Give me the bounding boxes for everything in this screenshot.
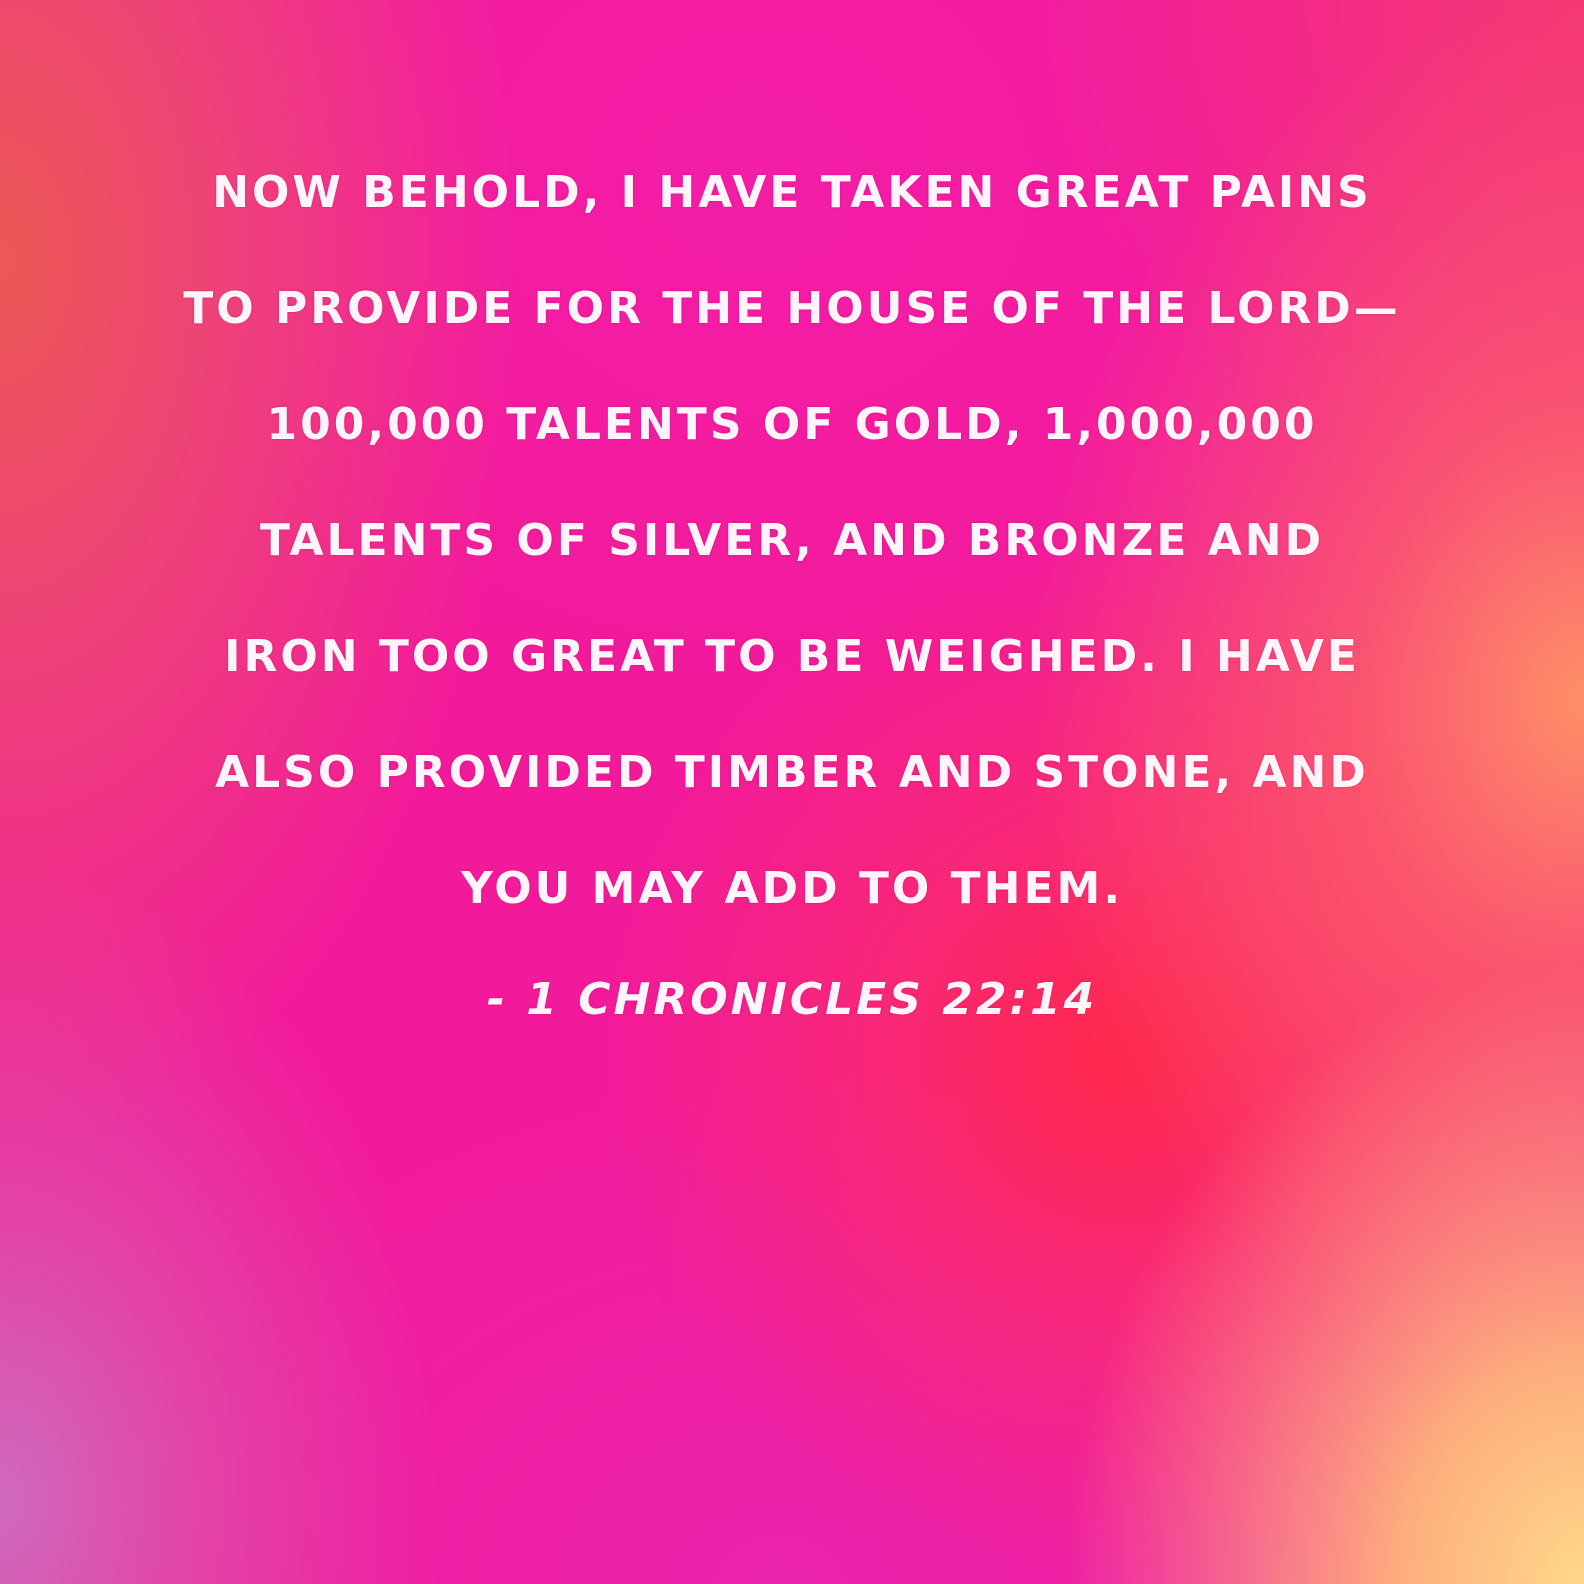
verse-line-1: NOW BEHOLD, I HAVE TAKEN GREAT PAINS [212,167,1372,218]
verse-line-3: 100,000 TALENTS OF GOLD, 1,000,000 [266,399,1318,450]
verse-text [110,135,1474,947]
verse-reference: - 1 CHRONICLES 22:14 [486,974,1098,1025]
verse-line-6: ALSO PROVIDED TIMBER AND STONE, AND [215,747,1369,798]
verse-line-5: IRON TOO GREAT TO BE WEIGHED. I HAVE [224,631,1360,682]
verse-line-2: TO PROVIDE FOR THE HOUSE OF THE LORD— [183,283,1401,334]
verse-line-4: TALENTS OF SILVER, AND BRONZE AND [259,515,1325,566]
verse-line-7: YOU MAY ADD TO THEM. [460,863,1124,914]
